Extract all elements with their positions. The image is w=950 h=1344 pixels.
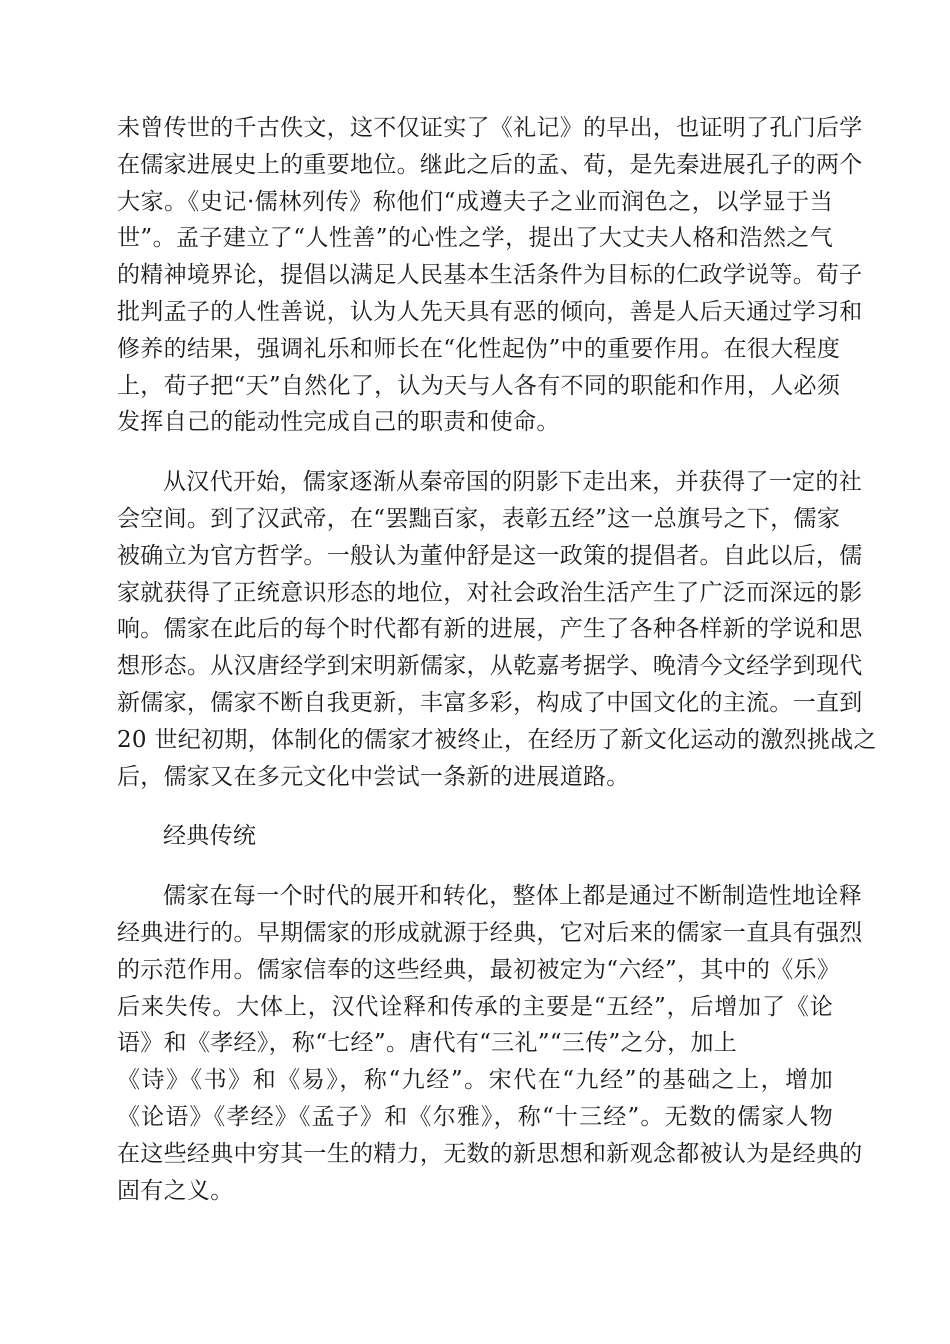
text-line: 修养的结果，强调礼乐和师长在“化性起伪”中的重要作用。在很大程度 [117,335,841,362]
text-line: 批判孟子的人性善说，认为人先天具有恶的倾向，善是人后天通过学习和 [117,298,863,325]
text-line: 从汉代开始，儒家逐渐从秦帝国的阴影下走出来，并获得了一定的社 [163,469,862,496]
text-line: 的示范作用。儒家信奉的这些经典，最初被定为“六经”，其中的《乐》 [117,956,841,983]
text-line: 想形态。从汉唐经学到宋明新儒家，从乾嘉考据学、晚清今文经学到现代 [117,653,863,680]
text-line: 后来失传。大体上，汉代诠释和传承的主要是“五经”，后增加了《论 [117,993,833,1020]
text-line: 发挥自己的能动性完成自己的职责和使命。 [117,409,560,436]
text-line: 响。儒家在此后的每个时代都有新的进展，产生了各种各样新的学说和思 [117,616,863,643]
section-heading-text: 经典传统 [163,823,257,850]
text-line: 《论语》《孝经》《孟子》和《尔雅》，称“十三经”。无数的儒家人物 [117,1103,833,1130]
document-page [117,110,877,1209]
text-line: 后，儒家又在多元文化中尝试一条新的进展道路。 [117,763,630,790]
text-line: 儒家在每一个时代的展开和转化，整体上都是通过不断制造性地诠释 [163,883,862,910]
text-line: 世”。孟子建立了“人性善”的心性之学，提出了大丈夫人格和浩然之气 [117,225,833,252]
text-line: 被确立为官方哲学。一般认为董仲舒是这一政策的提倡者。自此以后，儒 [117,542,863,569]
text-line: 语》和《孝经》，称“七经”。唐代有“三礼”“三传”之分，加上 [117,1030,738,1057]
text-line: 《诗》《书》和《易》，称“九经”。宋代在“九经”的基础之上，增加 [117,1067,833,1094]
section-heading [117,818,833,855]
text-line: 经典进行的。早期儒家的形成就源于经典，它对后来的儒家一直具有强烈 [117,919,863,946]
text-line: 家就获得了正统意识形态的地位，对社会政治生活产生了广泛而深远的影 [117,579,863,606]
text-line: 在儒家进展史上的重要地位。继此之后的孟、荀，是先秦进展孔子的两个 [117,151,863,178]
text-line: 上，荀子把“天”自然化了，认为天与人各有不同的职能和作用，人必须 [117,372,841,399]
paragraph-2 [117,464,877,795]
text-line: 未曾传世的千古佚文，这不仅证实了《礼记》的早出，也证明了孔门后学 [117,115,863,141]
text-line: 固有之义。 [117,1177,234,1204]
text-line: 大家。《史记·儒林列传》称他们“成遵夫子之业而润色之，以学显于当 [117,188,833,215]
text-line: 在这些经典中穷其一生的精力，无数的新思想和新观念都被认为是经典的 [117,1140,863,1167]
text-line: 新儒家，儒家不断自我更新，丰富多彩，构成了中国文化的主流。一直到 [117,689,863,716]
text-line: 20 世纪初期，体制化的儒家才被终止，在经历了新文化运动的激烈挑战之 [117,726,877,753]
text-line: 的精神境界论，提倡以满足人民基本生活条件为目标的仁政学说等。荀子 [117,262,863,289]
paragraph-1 [117,110,863,441]
paragraph-3 [117,878,863,1209]
text-line: 会空间。到了汉武帝，在“罢黜百家，表彰五经”这一总旗号之下，儒家 [117,505,841,532]
